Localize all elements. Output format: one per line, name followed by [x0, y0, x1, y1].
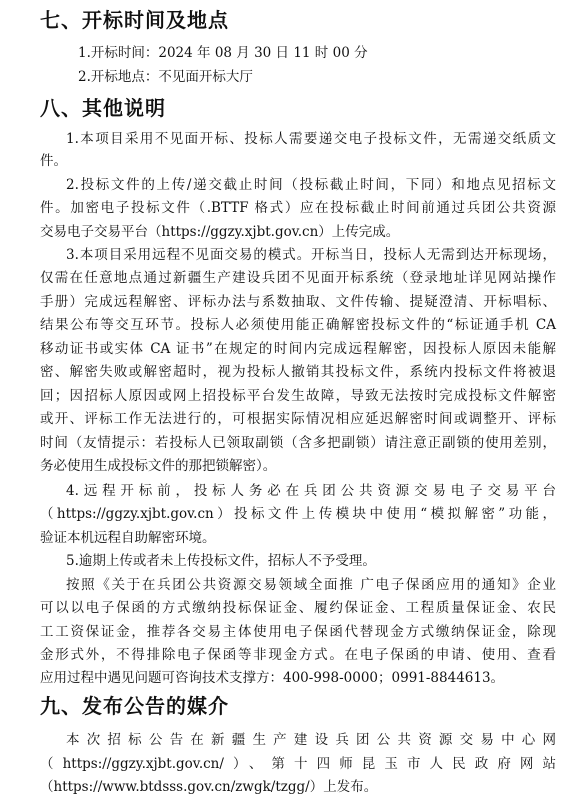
paragraph-line: 应用过程中遇见问题可咨询技术支撑方：400-998-0000；0991-8844613。 [40, 670, 505, 686]
section-8-heading: 八、其他说明 [40, 96, 166, 120]
paragraph-line: 务必使用生成投标文件的那把锁解密）。 [40, 458, 277, 474]
paragraph-line: 5.逾期上传或者未上传投标文件，招标人不予受理。 [66, 553, 376, 569]
paragraph-line: 4.远程开标前，投标人务必在兵团公共资源交易电子交易平台 [66, 483, 556, 499]
paragraph-line: （https://www.btdsss.gov.cn/zwgk/tzgg/）上发布。 [40, 779, 378, 795]
paragraph-line: 工工资保证金，推荐各交易主体使用电子保函代替现金方式缴纳保证金，除现 [40, 624, 556, 640]
paragraph-line: （https://ggzy.xjbt.gov.cn/）、第十四师昆玉市人民政府网站 [40, 756, 556, 772]
paragraph-line: 验证本机远程自助解密环境。 [40, 530, 216, 546]
paragraph-line: 交易电子交易平台（https://ggzy.xjbt.gov.cn）上传完成。 [40, 224, 400, 240]
paragraph-line: 3.本项目采用远程不见面交易的模式。开标当日，投标人无需到达开标现场， [66, 247, 556, 263]
section-7-heading: 七、开标时间及地点 [40, 8, 229, 32]
paragraph-line: 本次招标公告在新疆生产建设兵团公共资源交易中心网 [66, 732, 556, 748]
paragraph-line: 仅需在任意地点通过新疆生产建设兵团不见面开标系统（登录地址详见网站操作 [40, 270, 556, 286]
paragraph-line: 时间（友情提示：若投标人已领取副锁（含多把副锁）请注意正副锁的使用差别， [40, 435, 556, 451]
paragraph-line: 2.投标文件的上传/递交截止时间（投标截止时间，下同）和地点见招标文 [66, 177, 556, 193]
paragraph-line: 密、解密失败或解密超时，视为投标人撤销其投标文件，系统内投标文件将被退 [40, 364, 556, 380]
paragraph-line: 金形式外，不得排除电子保函等非现金方式。在电子保函的申请、使用、查看 [40, 647, 556, 663]
paragraph-line: 结果公布等交互环节。投标人必须使用能正确解密投标文件的“标证通手机 CA [40, 317, 556, 333]
section-9-heading: 九、发布公告的媒介 [40, 694, 229, 718]
paragraph-line: 1.本项目采用不见面开标、投标人需要递交电子投标文件，无需递交纸质文 [66, 131, 556, 147]
opening-location-item: 2.开标地点：不见面开标大厅 [78, 69, 253, 85]
paragraph-line: （https://ggzy.xjbt.gov.cn）投标文件上传模块中使用“模拟解密”功能， [40, 506, 556, 522]
paragraph-line: 可以以电子保函的方式缴纳投标保证金、履约保证金、工程质量保证金、农民 [40, 600, 556, 616]
paragraph-line: 回；因招标人原因或网上招投标平台发生故障，导致无法按时完成投标文件解密 [40, 388, 556, 404]
paragraph-line: 或开、评标工作无法进行的，可根据实际情况相应延迟解密时间或调整开、评标 [40, 411, 556, 427]
paragraph-line: 手册）完成远程解密、评标办法与系数抽取、文件传输、提疑澄清、开标唱标、 [40, 294, 556, 310]
paragraph-line: 件。 [40, 153, 67, 169]
paragraph-line: 件。加密电子投标文件（.BTTF 格式）应在投标截止时间前通过兵团公共资源 [40, 200, 556, 216]
opening-time-item: 1.开标时间：2024 年 08 月 30 日 11 时 00 分 [78, 45, 368, 61]
paragraph-line: 按照《关于在兵团公共资源交易领域全面推 广电子保函应用的通知》企业 [66, 577, 556, 593]
paragraph-line: 移动证书或实体 CA 证书”在规定的时间内完成远程解密，因投标人原因未能解 [40, 341, 556, 357]
